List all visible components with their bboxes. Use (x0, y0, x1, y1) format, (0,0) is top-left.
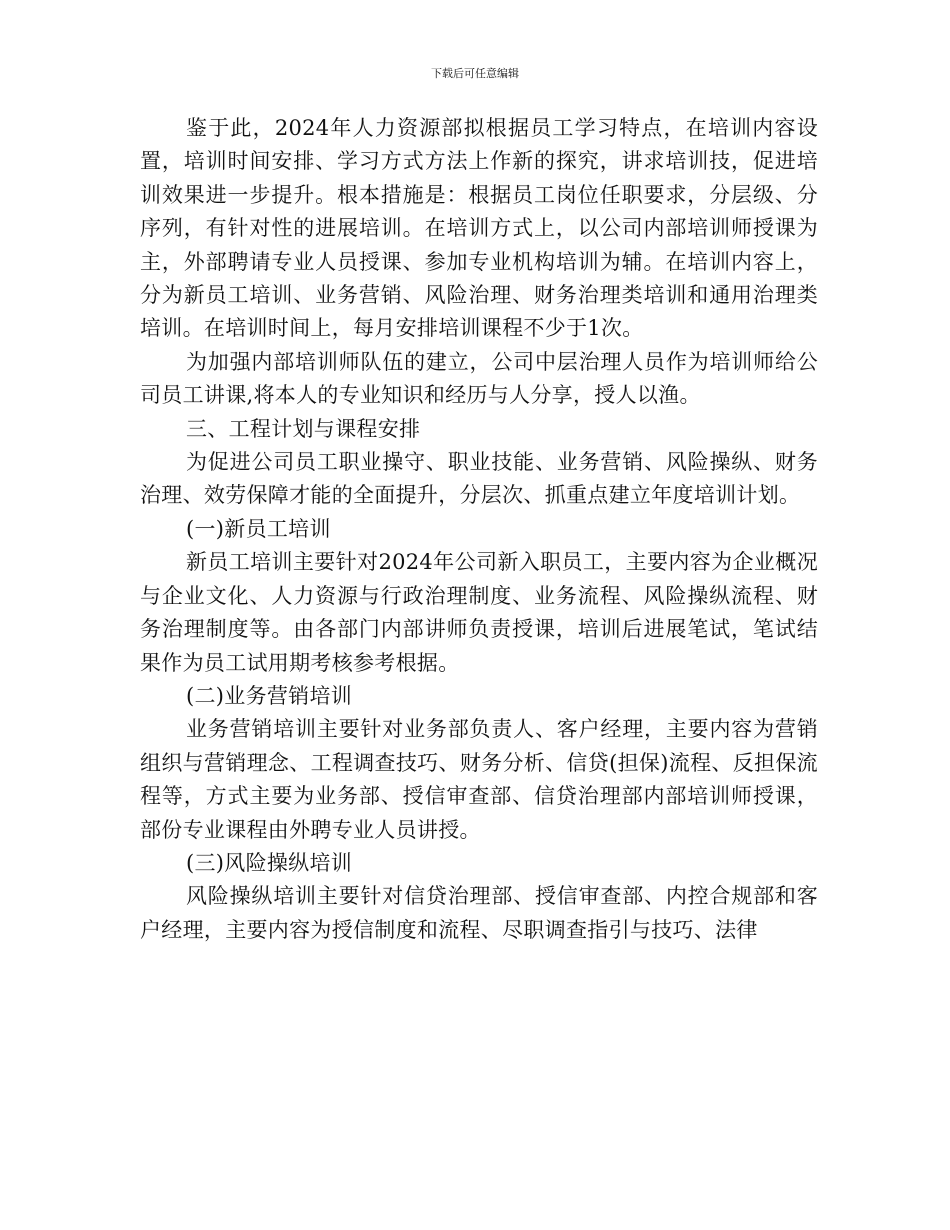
subheading-new-employee-training: (一)新员工培训 (186, 516, 331, 541)
paragraph-training-measures: 鉴于此，2024年人力资源部拟根据员工学习特点，在培训内容设置，培训时间安排、学习方式方法上作新的探究，讲求培训技，促进培训效果进一步提升。根本措施是：根据员工岗位任职要求，分层级、分序列，有针对性的进展培训。在培训方式上，以公司内部培训师授课为主，外部聘请专业人员授课、参加专业机构培训为辅。在培训内容上，分为新员工培训、业务营销、风险治理、财务治理类培训和通用治理类培训。在培训时间上，每月安排培训课程不少于1次。 (140, 116, 818, 341)
paragraph-plan-intro: 为促进公司员工职业操守、职业技能、业务营销、风险操纵、财务治理、效劳保障才能的全面提升，分层次、抓重点建立年度培训计划。 (140, 450, 818, 508)
document-body (140, 112, 818, 947)
paragraph-marketing-training: 业务营销培训主要针对业务部负责人、客户经理，主要内容为营销组织与营销理念、工程调查技巧、财务分析、信贷(担保)流程、反担保流程等，方式主要为业务部、授信审查部、信贷治理部内部培训师授课，部份专业课程由外聘专业人员讲授。 (140, 717, 818, 842)
paragraph-new-employee-training: 新员工培训主要针对2024年公司新入职员工，主要内容为企业概况与企业文化、人力资源与行政治理制度、业务流程、风险操纵流程、财务治理制度等。由各部门内部讲师负责授课，培训后进展笔试，笔试结果作为员工试用期考核参考根据。 (140, 550, 818, 675)
subheading-risk-control-training: (三)风险操纵培训 (186, 850, 353, 875)
header-note: 下载后可任意编辑 (431, 67, 519, 80)
section-heading-project-plan: 三、工程计划与课程安排 (186, 416, 421, 441)
paragraph-risk-control-training: 风险操纵培训主要针对信贷治理部、授信审查部、内控合规部和客户经理，主要内容为授信制度和流程、尽职调查指引与技巧、法律 (140, 884, 818, 942)
paragraph-internal-trainers: 为加强内部培训师队伍的建立，公司中层治理人员作为培训师给公司员工讲课,将本人的专业知识和经历与人分享，授人以渔。 (140, 349, 818, 408)
subheading-marketing-training: (二)业务营销培训 (186, 683, 353, 708)
